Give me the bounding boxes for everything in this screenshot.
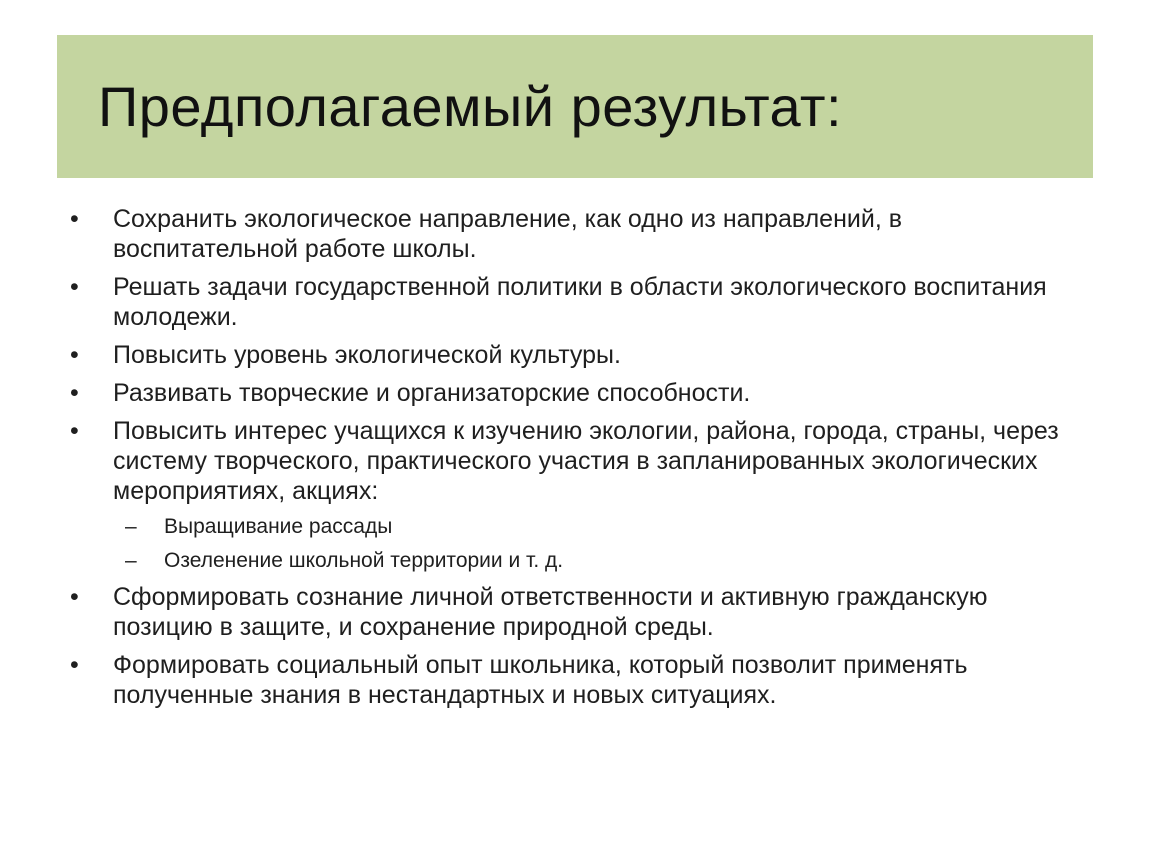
bullet-icon: •: [70, 205, 79, 233]
list-item-text: Сформировать сознание личной ответственности и активную гражданскую позицию в защите, и сохранение природной среды.: [113, 583, 988, 641]
slide-title: Предполагаемый результат:: [98, 75, 843, 138]
sub-list-item-text: Озеленение школьной территории и т. д.: [164, 549, 564, 572]
dash-icon: –: [125, 515, 137, 538]
list-item: [60, 378, 1060, 408]
list-item: [60, 416, 1060, 506]
list-item-text: Повысить интерес учащихся к изучению экологии, района, города, страны, через систему творческого, практического участия в запланированных экологических мероприятиях, акциях:: [113, 417, 1059, 505]
list-item-text: Решать задачи государственной политики в области экологического воспитания молодежи.: [113, 273, 1047, 331]
sub-list-item-text: Выращивание рассады: [164, 515, 393, 538]
bullet-icon: •: [70, 417, 79, 445]
sub-list-item: [60, 548, 1060, 574]
dash-icon: –: [125, 549, 137, 572]
bullet-icon: •: [70, 651, 79, 679]
list-item: [60, 582, 1060, 642]
list-item: [60, 204, 1060, 264]
bullet-icon: •: [70, 379, 79, 407]
list-item-text: Развивать творческие и организаторские способности.: [113, 379, 751, 407]
bullet-icon: •: [70, 273, 79, 301]
sub-list-item: [60, 514, 1060, 540]
list-item-text: Формировать социальный опыт школьника, который позволит применять полученные знания в нестандартных и новых ситуациях.: [113, 651, 968, 709]
bullet-icon: •: [70, 583, 79, 611]
bullet-icon: •: [70, 341, 79, 369]
list-item-text: Повысить уровень экологической культуры.: [113, 341, 621, 369]
bullet-list: [60, 204, 1060, 718]
list-item: [60, 650, 1060, 710]
list-item: [60, 272, 1060, 332]
list-item-text: Сохранить экологическое направление, как одно из направлений, в воспитательной работе школы.: [113, 205, 902, 263]
sub-list: [60, 514, 1060, 574]
list-item: [60, 340, 1060, 370]
